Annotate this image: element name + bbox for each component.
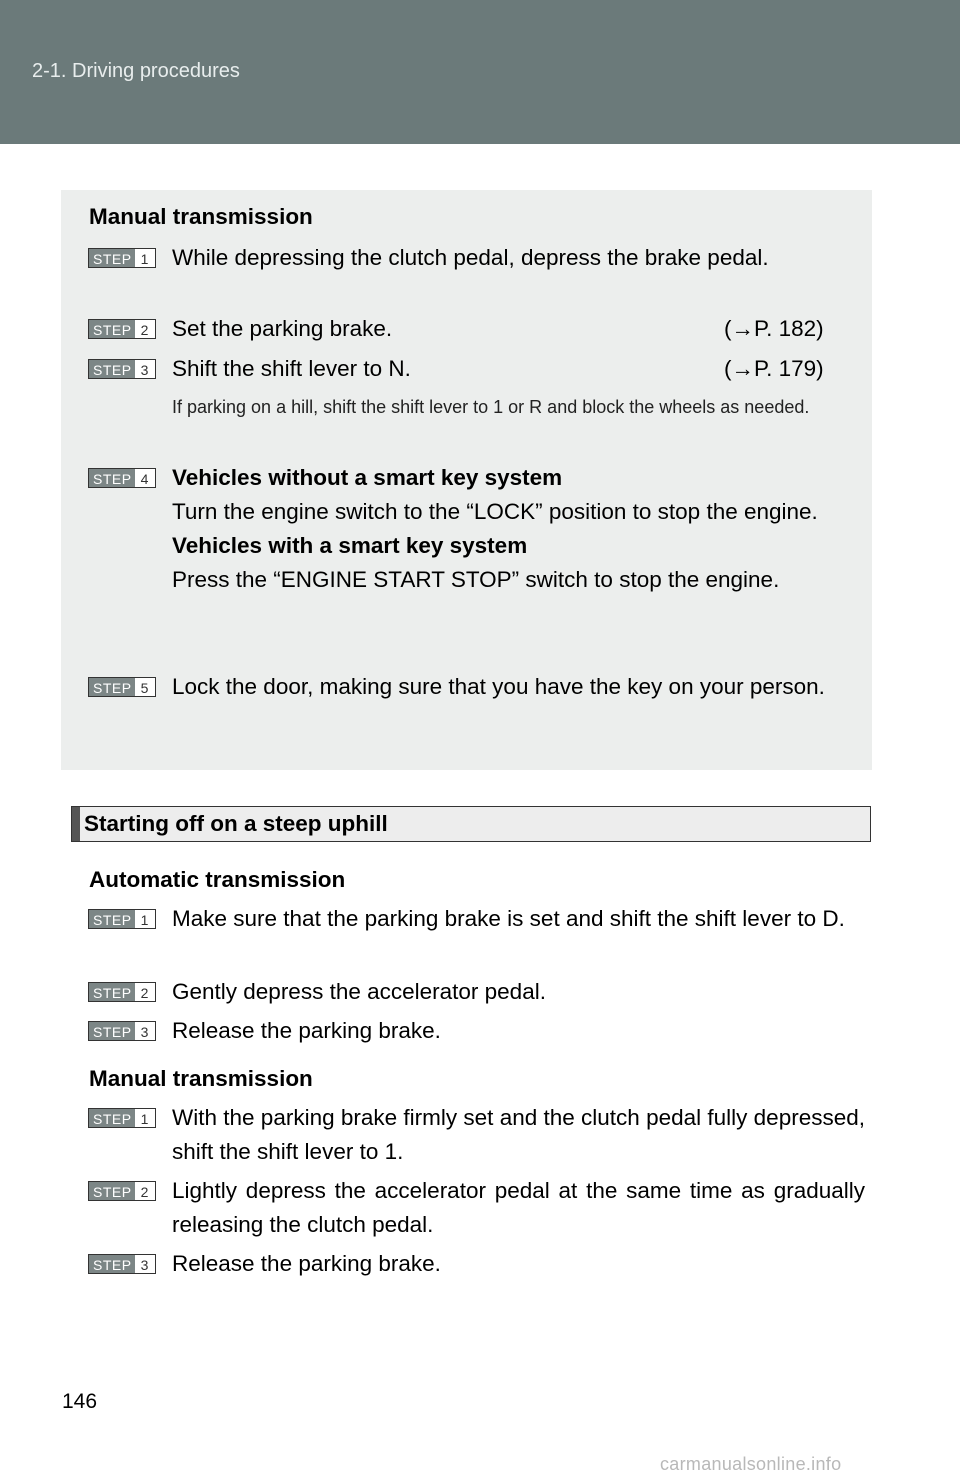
step-text: Make sure that the parking brake is set and shift the shift lever to D.: [172, 906, 845, 931]
step-text: Press the “ENGINE START STOP” switch to stop the engine.: [172, 567, 780, 592]
step-text: Lightly depress the accelerator pedal at the same time as gradually releasing the clutch pedal.: [172, 1178, 865, 1237]
parking-note: If parking on a hill, shift the shift lever to 1 or R and block the wheels as needed.: [172, 397, 810, 417]
manual-transmission-heading: Manual transmission: [89, 1066, 313, 1091]
step-text: Release the parking brake.: [172, 1251, 441, 1276]
step-text: Gently depress the accelerator pedal.: [172, 979, 546, 1004]
step-text-block: [172, 461, 837, 597]
step-text: With the parking brake firmly set and the clutch pedal fully depressed, shift the shift lever to 1.: [172, 1105, 865, 1164]
step-badge: STEP 1: [88, 1108, 156, 1128]
step-text: While depressing the clutch pedal, depress the brake pedal.: [172, 245, 769, 270]
section-title: Starting off on a steep uphill: [84, 811, 388, 836]
step-badge: STEP 3: [88, 359, 156, 379]
section-heading: [71, 806, 871, 842]
step-badge: STEP 2: [88, 982, 156, 1002]
watermark: carmanualsonline.info: [660, 1454, 842, 1474]
page-number: 146: [62, 1390, 98, 1413]
section-breadcrumb: 2-1. Driving procedures: [32, 60, 240, 82]
manual-transmission-heading: Manual transmission: [89, 204, 313, 229]
step-text: Release the parking brake.: [172, 1018, 441, 1043]
automatic-transmission-heading: Automatic transmission: [89, 867, 346, 892]
step-badge: STEP 3: [88, 1254, 156, 1274]
subheading: Vehicles with a smart key system: [172, 533, 528, 558]
step-badge: STEP 2: [88, 319, 156, 339]
step-badge: STEP 4: [88, 468, 156, 488]
step-text: Shift the shift lever to N.: [172, 356, 411, 381]
page-reference: (→P. 179): [724, 356, 824, 381]
header-band: [0, 0, 960, 144]
step-badge: STEP 3: [88, 1021, 156, 1041]
step-badge: STEP 2: [88, 1181, 156, 1201]
heading-bar: [72, 807, 80, 841]
step-badge: STEP 1: [88, 909, 156, 929]
step-badge: STEP 1: [88, 248, 156, 268]
step-text: Turn the engine switch to the “LOCK” position to stop the engine.: [172, 499, 818, 524]
subheading: Vehicles without a smart key system: [172, 465, 563, 490]
step-text: Lock the door, making sure that you have the key on your person.: [172, 674, 825, 699]
step-badge: STEP 5: [88, 677, 156, 697]
step-text: Set the parking brake.: [172, 316, 393, 341]
page-reference: (→P. 182): [724, 316, 824, 341]
